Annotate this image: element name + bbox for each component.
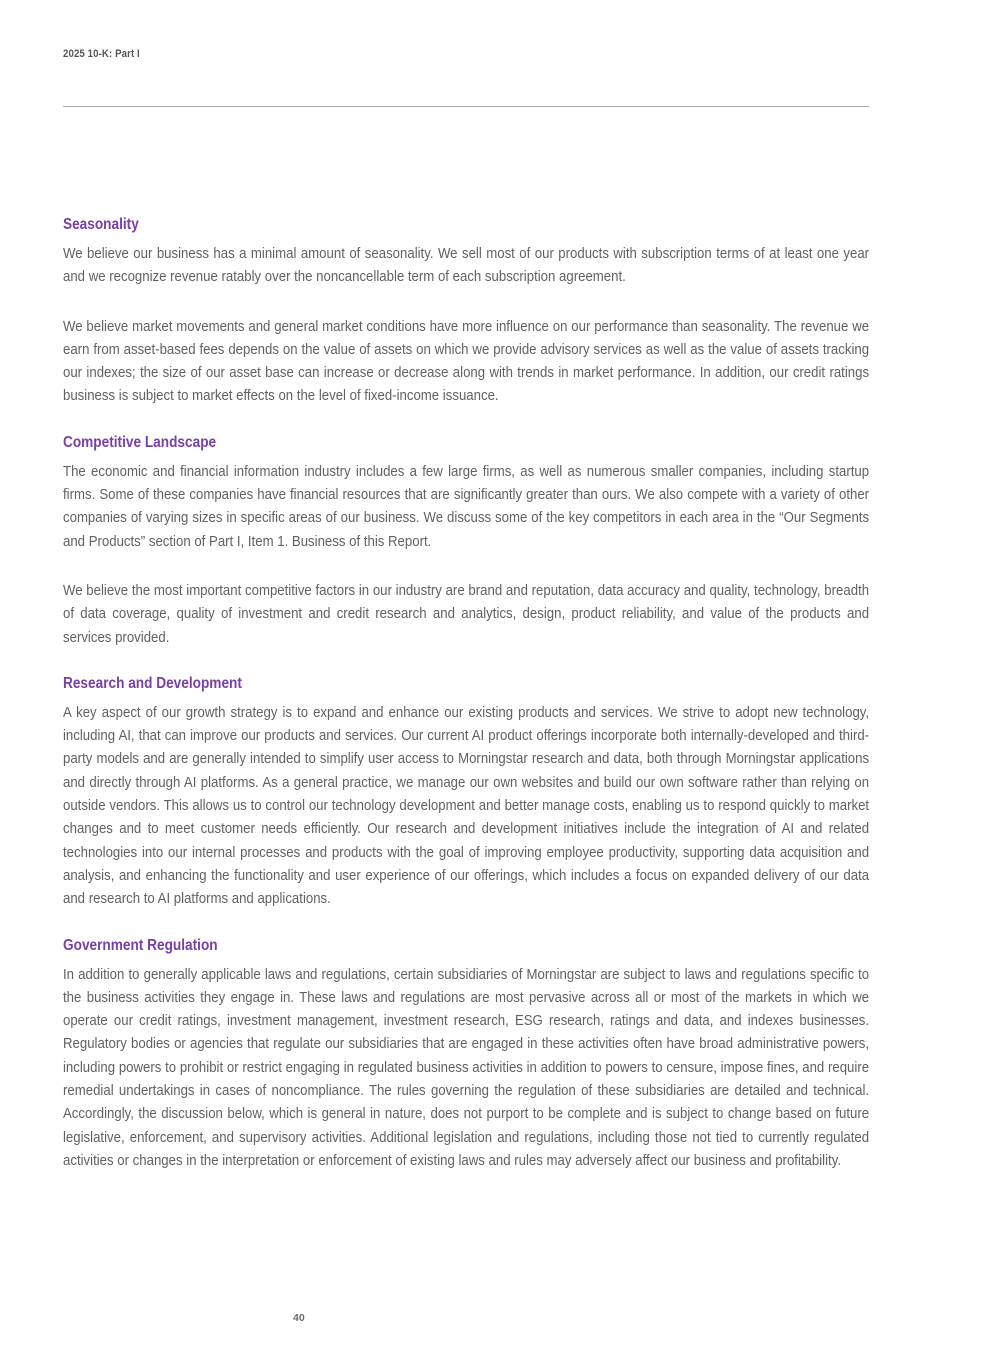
section-competitive-landscape — [63, 434, 869, 649]
paragraph: We believe the most important competitive factors in our industry are brand and reputation, data accuracy and quality, technology, breadth of data coverage, quality of investment and credit research and analytics, design, product reliability, and value of the products and services provided. — [63, 581, 870, 646]
paragraph: The economic and financial information industry includes a few large firms, as well as numerous smaller companies, including startup firms. Some of these companies have financial resources that are significantly greater than ours. We also compete with a variety of other companies of varying sizes in specific areas of our business. We discuss some of the key competitors in each area in the “Our Segments and Products” section of Part I, Item 1. Business of this Report. — [63, 462, 870, 550]
section-research-and-development — [63, 675, 869, 911]
section-heading-competitive-landscape: Competitive Landscape — [63, 433, 217, 451]
paragraph: A key aspect of our growth strategy is to expand and enhance our existing products and services. We strive to adopt new technology, including AI, that can improve our products and services. Our current AI product offerings incorporate both internally-developed and third-party models and are generally intended to simplify user access to Morningstar research and data, both through Morningstar applications and directly through AI platforms. As a general practice, we manage our own websites and build our own software rather than relying on outside vendors. This allows us to control our technology development and better manage costs, enabling us to respond quickly to market changes and to meet customer needs efficiently. Our research and development initiatives include the integration of AI and related technologies into our internal processes and products with the goal of improving employee productivity, supporting data acquisition and analysis, and enhancing the functionality and user experience of our offerings, which includes a focus on expanded delivery of our data and research to AI platforms and applications. — [63, 703, 870, 908]
paragraph: We believe market movements and general market conditions have more influence on our performance than seasonality. The revenue we earn from asset-based fees depends on the value of assets on which we provide advisory services as well as the value of assets tracking our indexes; the size of our asset base can increase or decrease along with trends in market performance. In addition, our credit ratings business is subject to market effects on the level of fixed-income issuance. — [63, 317, 870, 405]
section-government-regulation — [63, 937, 869, 1173]
content-column — [63, 0, 869, 1172]
header-divider — [63, 106, 869, 107]
paragraph: We believe our business has a minimal amount of seasonality. We sell most of our products with subscription terms of at least one year and we recognize revenue ratably over the noncancellable term of each subscription agreement. — [63, 245, 870, 286]
section-seasonality — [63, 216, 869, 408]
section-heading-government-regulation: Government Regulation — [63, 936, 218, 954]
section-heading-seasonality: Seasonality — [63, 216, 139, 233]
running-header: 2025 10-K: Part I — [63, 48, 140, 60]
page-number: 40 — [293, 1312, 305, 1324]
paragraph: In addition to generally applicable laws and regulations, certain subsidiaries of Morningstar are subject to laws and regulations specific to the business activities they engage in. These laws and regulations are most pervasive across all or most of the markets in which we operate our credit ratings, investment management, investment research, ESG research, ratings and data, and indexes businesses. Regulatory bodies or agencies that regulate our subsidiaries that are engaged in these activities often have broad administrative powers, including powers to prohibit or restrict engaging in regulated business activities in addition to powers to censure, impose fines, and require remedial undertakings in cases of noncompliance. The rules governing the regulation of these subsidiaries are detailed and technical. Accordingly, the discussion below, which is general in nature, does not purport to be complete and is subject to change based on future legislative, enforcement, and supervisory activities. Additional legislation and regulations, including those not tied to currently regulated activities or changes in the interpretation or enforcement of existing laws and rules may adversely affect our business and profitability. — [63, 965, 870, 1169]
section-heading-research-and-development: Research and Development — [63, 674, 242, 692]
